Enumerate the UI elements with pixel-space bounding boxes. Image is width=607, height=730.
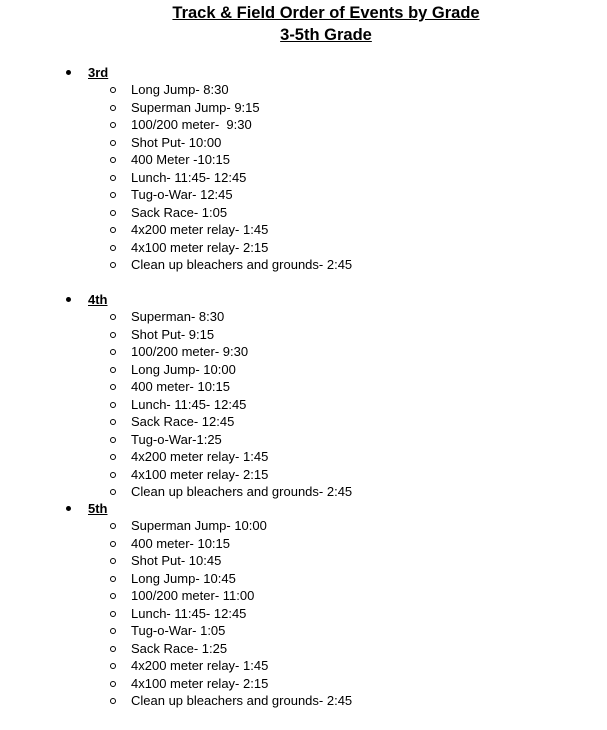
event-text: Clean up bleachers and grounds- 2:45	[131, 484, 353, 499]
event-text: Tug-o-War- 1:05	[131, 623, 226, 638]
event-text: 400 meter- 10:15	[131, 535, 231, 551]
circle-bullet-icon	[110, 367, 116, 373]
event-text: Superman Jump- 10:00	[131, 518, 267, 533]
event-text: Clean up bleachers and grounds- 2:45	[131, 693, 353, 708]
event-text: 4x100 meter relay- 2:15	[131, 466, 269, 482]
circle-bullet-icon	[110, 122, 116, 128]
circle-bullet-icon	[110, 227, 116, 233]
grade-label: 3rd	[88, 65, 109, 80]
circle-bullet-icon	[110, 245, 116, 251]
event-text: Tug-o-War- 12:45	[131, 187, 233, 202]
event-text: Long Jump- 10:00	[131, 361, 236, 377]
event-item	[0, 343, 607, 361]
event-item	[0, 326, 607, 344]
circle-bullet-icon	[110, 105, 116, 111]
circle-bullet-icon	[110, 140, 116, 146]
circle-bullet-icon	[110, 611, 116, 617]
event-item	[0, 535, 607, 553]
grade-label: 5th	[88, 501, 108, 516]
event-item	[0, 169, 607, 187]
event-text: 100/200 meter- 9:30	[131, 344, 249, 359]
event-list	[0, 308, 607, 501]
event-text: Long Jump- 10:45	[131, 570, 236, 586]
event-text: Lunch- 11:45- 12:45	[131, 169, 247, 185]
circle-bullet-icon	[110, 332, 116, 338]
circle-bullet-icon	[110, 663, 116, 669]
event-text: Long Jump- 8:30	[131, 82, 229, 97]
event-item	[0, 431, 607, 449]
event-text: Lunch- 11:45- 12:45	[131, 605, 247, 621]
event-item	[0, 622, 607, 640]
circle-bullet-icon	[110, 593, 116, 599]
circle-bullet-icon	[110, 192, 116, 198]
event-item	[0, 640, 607, 658]
circle-bullet-icon	[110, 576, 116, 582]
event-item	[0, 134, 607, 152]
circle-bullet-icon	[110, 175, 116, 181]
event-text: Sack Race- 1:05	[131, 204, 228, 220]
circle-bullet-icon	[110, 541, 116, 547]
event-text: Tug-o-War-1:25	[131, 431, 222, 447]
event-text: 4x200 meter relay- 1:45	[131, 222, 269, 237]
circle-bullet-icon	[110, 489, 116, 495]
circle-bullet-icon	[110, 262, 116, 268]
event-list	[0, 81, 607, 274]
circle-bullet-icon	[110, 384, 116, 390]
circle-bullet-icon	[110, 681, 116, 687]
circle-bullet-icon	[110, 628, 116, 634]
event-item	[0, 657, 607, 675]
event-text: Lunch- 11:45- 12:45	[131, 396, 247, 412]
event-text: Shot Put- 10:00	[131, 134, 222, 150]
circle-bullet-icon	[110, 698, 116, 704]
event-text: 100/200 meter- 11:00	[131, 588, 255, 603]
event-text: Superman Jump- 9:15	[131, 99, 260, 115]
circle-bullet-icon	[110, 349, 116, 355]
event-text: 4x200 meter relay- 1:45	[131, 449, 269, 464]
event-item	[0, 186, 607, 204]
event-item	[0, 605, 607, 623]
event-text: 400 meter- 10:15	[131, 379, 231, 394]
grade-section-4th	[0, 291, 607, 501]
circle-bullet-icon	[110, 472, 116, 478]
event-text: 100/200 meter- 9:30	[131, 117, 252, 132]
disc-bullet-icon	[66, 506, 71, 511]
circle-bullet-icon	[110, 157, 116, 163]
event-text: Shot Put- 10:45	[131, 553, 222, 568]
event-item	[0, 151, 607, 169]
grade-heading	[0, 500, 607, 517]
document-subtitle: 3-5th Grade	[280, 26, 372, 44]
circle-bullet-icon	[110, 437, 116, 443]
event-item	[0, 361, 607, 379]
circle-bullet-icon	[110, 419, 116, 425]
grade-section-3rd	[0, 64, 607, 274]
event-list	[0, 517, 607, 710]
event-item	[0, 517, 607, 535]
event-text: 4x100 meter relay- 2:15	[131, 675, 269, 691]
event-item	[0, 378, 607, 396]
event-text: Sack Race- 12:45	[131, 414, 235, 429]
event-text: 4x100 meter relay- 2:15	[131, 239, 269, 255]
event-text: 4x200 meter relay- 1:45	[131, 658, 269, 673]
event-item	[0, 587, 607, 605]
event-text: Superman- 8:30	[131, 309, 225, 324]
event-item	[0, 256, 607, 274]
event-item	[0, 396, 607, 414]
event-item	[0, 570, 607, 588]
circle-bullet-icon	[110, 558, 116, 564]
event-text: Shot Put- 9:15	[131, 326, 215, 342]
grade-label: 4th	[88, 292, 108, 307]
event-item	[0, 552, 607, 570]
event-item	[0, 116, 607, 134]
event-item	[0, 221, 607, 239]
circle-bullet-icon	[110, 646, 116, 652]
event-item	[0, 466, 607, 484]
circle-bullet-icon	[110, 87, 116, 93]
disc-bullet-icon	[66, 297, 71, 302]
circle-bullet-icon	[110, 402, 116, 408]
event-item	[0, 675, 607, 693]
event-item	[0, 81, 607, 99]
event-text: Sack Race- 1:25	[131, 640, 228, 656]
circle-bullet-icon	[110, 210, 116, 216]
event-item	[0, 308, 607, 326]
circle-bullet-icon	[110, 314, 116, 320]
circle-bullet-icon	[110, 523, 116, 529]
event-item	[0, 99, 607, 117]
event-text: Clean up bleachers and grounds- 2:45	[131, 257, 353, 272]
event-item	[0, 483, 607, 501]
event-item	[0, 239, 607, 257]
event-item	[0, 692, 607, 710]
document-title: Track & Field Order of Events by Grade	[172, 4, 480, 22]
grade-section-5th	[0, 500, 607, 710]
grade-heading	[0, 64, 607, 81]
event-item	[0, 448, 607, 466]
event-item	[0, 204, 607, 222]
circle-bullet-icon	[110, 454, 116, 460]
disc-bullet-icon	[66, 70, 71, 75]
event-item	[0, 413, 607, 431]
event-text: 400 Meter -10:15	[131, 152, 231, 167]
grade-heading	[0, 291, 607, 308]
